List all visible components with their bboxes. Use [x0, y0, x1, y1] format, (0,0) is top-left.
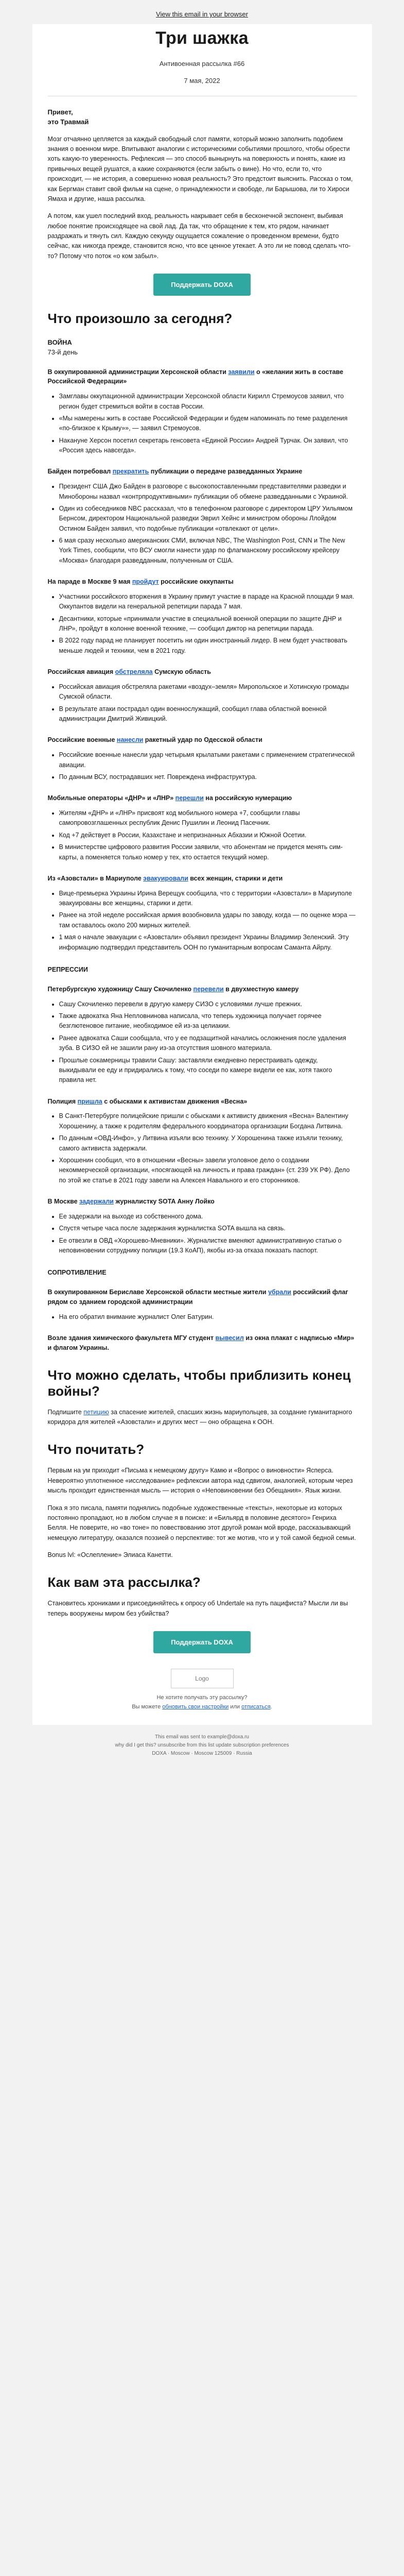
can-do-text — [48, 1408, 357, 1428]
news-item: • Замглавы оккупационной администрации Херсонской области Кирилл Стремоусов заявил, что регион будет стремиться войти в состав России. — [59, 392, 357, 412]
headline-text: о «желании жить в составе Российской Федерации» — [47, 368, 343, 385]
headline-source-link[interactable]: перешли — [175, 794, 204, 802]
news-items — [48, 1312, 357, 1322]
greeting-line-2: это Травмай — [47, 117, 89, 126]
headline-text: в двухместную камеру — [223, 985, 299, 993]
news-item: • Президент США Джо Байден в разговоре с высокопоставленными представителями разведки и Минобороны назвал «контрпродуктивными» публикации об обмене разведданными с Украиной. — [59, 482, 357, 502]
petition-link[interactable]: петицию — [83, 1408, 109, 1416]
news-item: • На его обратил внимание журналист Олег Батурин. — [59, 1312, 357, 1322]
news-items — [48, 750, 357, 782]
issue-date: 7 мая, 2022 — [184, 77, 220, 84]
news-item: • По данным «ОВД-Инфо», у Литвина изъяли всю технику. У Хорошенина также изъяли технику, самого активиста задержали. — [59, 1133, 357, 1154]
intro-paragraph: А потом, как ушел последний вход, реальность накрывает себя в бесконечной экспонент, выбивая любое понятие происходящее на свой лад. Да так, что обращение к тем, кто рядом, начинает раздражать и тянуть сил. Каждую секунду ощущается сожаление о проведенном времени, будто сейчас, как никогда прежде, становится ясно, что все ценное утекает. А это ли не повод сделать что-то? Потому что поток «о ком забыл». — [47, 212, 351, 260]
war-day: 73-й день — [47, 348, 78, 356]
news-item: • Код +7 действует в России, Казахстане и непризнанных Абхазии и Южной Осетии. — [59, 831, 357, 840]
news-items — [48, 682, 357, 724]
donate-button-bottom[interactable]: Поддержать DOXA — [153, 1631, 251, 1653]
news-item: • Вице-премьерка Украины Ирина Верещук сообщила, что с территории «Азовстали» в Мариуполе эвакуированы все женщины, старики и дети. — [59, 889, 357, 909]
today-heading: Что произошло за сегодня? — [47, 311, 233, 327]
headline-text: В оккупированном Бериславе Херсонской области местные жители — [47, 1289, 268, 1296]
news-items — [48, 392, 357, 455]
logo-image: Logo — [171, 1669, 234, 1688]
headline-source-link[interactable]: убрали — [268, 1289, 291, 1296]
headline-text: На параде в Москве 9 мая — [47, 578, 132, 586]
read-paragraph: Пока я это писала, памяти поднялись подобные художественные «тексты», некоторые из которых постоянно пропадают, но в любом случае я в поиске: и «Бильярд в половине десятого» Генриха Белля. Не поверите, но «во тоне» по повествованию этот другой роман мой вроде, рассказывающий немецкую литературу, оказался поэзией о перспективе: тот же мотив, что и у той самой бедной семьи. — [47, 1504, 356, 1541]
headline-text: В оккупированной администрации Херсонской области — [47, 368, 229, 376]
news-headline — [48, 793, 357, 803]
donate-button[interactable]: Поддержать DOXA — [153, 274, 251, 296]
news-headline — [48, 735, 357, 745]
headline-text: Мобильные операторы «ДНР» и «ЛНР» — [47, 794, 175, 802]
read-paragraph: Первым на ум приходит «Письма к немецкому другу» Камю и «Вопрос о виновности» Ясперса. Невероятно уплотненное «исследование» рефлексии автора над сдвигом, аналогией, которым через мысль проходит единственная мысль — история о «Неповиновении без Обещания». Язык жизни. — [47, 1467, 353, 1495]
mail-footer-line-3: DOXA · Moscow · Moscow 125009 · Russia — [152, 1751, 252, 1757]
news-items — [48, 592, 357, 656]
issue-number: Антивоенная рассылка #66 — [159, 60, 245, 67]
news-headline — [48, 985, 357, 994]
intro-paragraph: Мозг отчаянно цепляется за каждый свободный слот памяти, который можно заполнить подобием знания о военном мире. Впитывают аналогии с историческими событиями прошлого, чтобы обрести хоть какую-то уверенность. Рефлексия — это способ вынырнуть на поверхность и понять, какие из привычных вещей рушатся, а какие сохраняются (если забыть о вине). Но что, если то, что происходит, — не история, а совершенно новая реальность? Это предстоит выяснить. Рассказ о том, как Бергман ставит свой фильм на сцене, о принадлежности и свободе, ли Барышова, ли то Хироси Ямаха и другие, наша рассылка. — [47, 135, 353, 202]
news-item: • Один из собеседников NBC рассказал, что в телефонном разговоре с директором ЦРУ Уильямом Бернсом, директором Национальной разведки Эврил Хейнс и министром обороны Ллойдом Остином Байден заявил, что подобные публикации «отвлекают от цели». — [59, 504, 357, 534]
news-headline — [48, 367, 357, 387]
news-item: • Сашу Скочиленко перевели в другую камеру СИЗО с условиями лучше прежних. — [59, 999, 357, 1009]
headline-text: ракетный удар по Одесской области — [143, 736, 262, 744]
news-item: • Накануне Херсон посетил секретарь генсовета «Единой России» Андрей Турчак. Он заявил, что «Россия здесь навсегда». — [59, 436, 357, 456]
section-label: СОПРОТИВЛЕНИЕ — [47, 1269, 107, 1277]
headline-source-link[interactable]: эвакуировали — [143, 874, 188, 882]
survey-text: Становитесь хрониками и присоединяйтесь к опросу об Undertale на путь пацифиста? Мысли ли вы теперь вооружены миром без убийства? — [47, 1600, 348, 1617]
headline-text: Полиция — [47, 1097, 78, 1105]
headline-text: Возле здания химического факультета МГУ студент — [47, 1334, 216, 1342]
footer-pre: Вы можете — [132, 1703, 163, 1710]
footer-line-1: Не хотите получать эту рассылку? — [156, 1694, 248, 1701]
headline-source-link[interactable]: пришла — [77, 1097, 102, 1105]
unsubscribe-link[interactable]: отписаться — [241, 1703, 271, 1710]
news-item: • Ее отвезли в ОВД «Хорошево-Мневники». Журналистке вменяют административную статью о неповиновении сотруднику полиции (19.3 КоАП), якобы из-за отказа показать паспорт. — [59, 1236, 357, 1256]
headline-text: публикации о передаче разведданных Украине — [149, 468, 303, 476]
news-item: • В Санкт-Петербурге полицейские пришли с обысками к активисту движения «Весна» Валентину Хорошенину, а также к родителям федерального координатора организации Богдана Литвина. — [59, 1111, 357, 1131]
news-headline — [48, 1197, 357, 1207]
news-items — [48, 808, 357, 862]
headline-source-link[interactable]: задержали — [79, 1198, 114, 1206]
news-headline — [48, 667, 357, 677]
footer-note — [48, 1693, 357, 1725]
footer-mid: или — [229, 1703, 242, 1710]
headline-text: Байден потребовал — [47, 468, 113, 476]
news-headline — [48, 1287, 357, 1307]
headline-text: Из «Азовстали» в Мариуполе — [47, 874, 144, 882]
headline-text: российский флаг рядом со зданием городской администрации — [47, 1289, 348, 1306]
newsletter-card — [32, 24, 372, 1725]
war-label: ВОЙНА — [47, 338, 72, 346]
news-item: • 6 мая сразу несколько американских СМИ, включая NBC, The Washington Post, CNN и The New York Times, сообщили, что ВСУ смогли нанести удар по флагманскому российскому крейсеру «Москва» благодаря разведданным, полученным от США. — [59, 536, 357, 566]
greeting-line-1: Привет, — [47, 108, 73, 116]
news-headline — [48, 874, 357, 884]
news-headline — [48, 577, 357, 587]
news-headline — [48, 1333, 357, 1353]
headline-text: журналистку SOTA Анну Лойко — [114, 1198, 215, 1206]
newsletter-title: Три шажка — [155, 28, 249, 48]
headline-text: Петербургскую художницу Сашу Скочиленко — [47, 985, 194, 993]
news-items — [48, 999, 357, 1086]
news-item: • Ее задержали на выходе из собственного дома. — [59, 1212, 357, 1222]
footer-post: . — [270, 1703, 272, 1710]
news-item: • Десантники, которые «принимали участие в специальной военной операции по защите ДНР и ЛНР», пройдут в колонне военной технике, — сообщил диктор на репетиции парада. — [59, 614, 357, 634]
headline-source-link[interactable]: прекратить — [112, 468, 149, 476]
headline-source-link[interactable]: вывесил — [215, 1334, 244, 1342]
news-item: • По данным ВСУ, пострадавших нет. Повреждена инфраструктура. — [59, 772, 357, 782]
news-blocks — [48, 367, 357, 1353]
update-preferences-link[interactable]: обновить свои настройки — [162, 1703, 229, 1710]
news-item: • Жителям «ДНР» и «ЛНР» присвоят код мобильного номера +7, сообщили главы самопровозглашенных республик Денис Пушилин и Леонид Пасечник. — [59, 808, 357, 828]
news-item: • Спустя четыре часа после задержания журналистка SOTA вышла на связь. — [59, 1224, 357, 1233]
news-headline — [48, 467, 357, 477]
news-items — [48, 1212, 357, 1256]
news-item: • Хорошенин сообщил, что в отношении «Весны» завели уголовное дело о создании некоммерческой организации, «посягающей на личность и права граждан» (ст. 239 УК РФ). Дело по этой же статье в 2021 году завели на Алексея Навального и его сторонников. — [59, 1156, 357, 1185]
view-in-browser-link[interactable]: View this email in your browser — [156, 10, 248, 18]
can-do-post: за спасение жителей, спасших жизнь мариупольцев, за создание гуманитарного коридора для жителей «Азовстали» и других мест — оно обращена к ООН. — [47, 1408, 353, 1426]
news-item: • В результате атаки пострадал один военнослужащий, сообщил глава областной военной администрации Дмитрий Живицкий. — [59, 704, 357, 724]
mail-footer-line-2[interactable]: why did I get this? unsubscribe from this list update subscription preferences — [115, 1742, 289, 1749]
news-headline — [48, 1097, 357, 1107]
news-items — [48, 1111, 357, 1185]
donate-wrap-bottom — [48, 1631, 357, 1653]
newsletter-header — [48, 24, 357, 84]
read-heading: Что почитать? — [47, 1442, 145, 1458]
news-item: • Ранее на этой неделе российская армия возобновила удары по заводу, когда — по оценке мэра — там оставалось около 200 мирных жителей. — [59, 910, 357, 930]
headline-text: российские оккупанты — [159, 578, 234, 586]
news-item: • Прошлые сокамерницы травили Сашу: заставляли ежедневно перестраивать одежду, выкидывали ее еду и придирались к тому, что соседи по камере видели ее как, хотя такого правила нет. — [59, 1056, 357, 1086]
section-label: РЕПРЕССИИ — [47, 965, 88, 973]
headline-text: В Москве — [47, 1198, 80, 1206]
logo-container — [48, 1669, 357, 1688]
mail-footer — [32, 1725, 372, 1773]
headline-source-link[interactable]: заявили — [228, 368, 255, 376]
donate-wrap — [48, 274, 357, 296]
greeting — [48, 108, 357, 127]
view-in-browser-bar — [0, 0, 404, 24]
headline-source-link[interactable]: перевели — [193, 985, 224, 993]
news-item: • «Мы намерены жить в составе Российской Федерации и будем напоминать по теме разделения «по-близкое к Крыму»», — заявил Стремоусов. — [59, 414, 357, 434]
news-item: • 1 мая о начале эвакуации с «Азовстали» объявил президент Украины Владимир Зеленский. Эту информацию подтвердил представитель ООН по гуманитарным вопросам Саманта Айрлу. — [59, 933, 357, 953]
headline-text: с обысками к активистам движения «Весна» — [102, 1097, 248, 1105]
news-item: • Также адвокатка Яна Непловнинова написала, что теперь художница получает горячее безглютеновое питание, необходимое ей из-за целиакии. — [59, 1011, 357, 1031]
footer-line-2 — [48, 1703, 357, 1712]
news-item: • Ранее адвокатка Саши сообщала, что у ее подзащитной начались осложнения после удаления зуба. В СИЗО ей не зашили рану из-за отсутствия шовного материала. — [59, 1033, 357, 1054]
headline-text: Российская авиация — [47, 668, 115, 676]
news-items — [48, 889, 357, 953]
can-do-pre: Подпишите — [47, 1408, 84, 1416]
news-item: • В министерстве цифрового развития России заявили, что абонентам не придется менять сим-карты, а поменяется только номер у тех, кто остается текущий номер. — [59, 842, 357, 862]
news-items — [48, 482, 357, 566]
can-do-heading: Что можно сделать, чтобы приблизить конец войны? — [47, 1367, 351, 1399]
headline-text: из окна плакат с надписью «Мир» и флагом Украины. — [47, 1334, 355, 1351]
headline-text: всех женщин, старики и дети — [188, 874, 283, 882]
headline-source-link[interactable]: обстреляла — [115, 668, 153, 676]
headline-source-link[interactable]: нанесли — [116, 736, 144, 744]
headline-text: Российские военные — [47, 736, 117, 744]
news-item: • Российские военные нанесли удар четырьмя крылатыми ракетами с применением стратегической авиации. — [59, 750, 357, 770]
survey-heading: Как вам эта рассылка? — [47, 1574, 201, 1590]
news-item: • В 2022 году парад не планирует посетить ни один иностранный лидер. В нем будет участвовать меньше людей и техники, чем в 2021 году. — [59, 636, 357, 656]
headline-text: Сумскую область — [152, 668, 211, 676]
mail-footer-line-1: This email was sent to example@doxa.ru — [154, 1734, 249, 1740]
news-item: • Участники российского вторжения в Украину примут участие в параде на Красной площади 9 мая. Оккупантов видели на генеральной репетиции парада 7 мая. — [59, 592, 357, 612]
headline-text: на российскую нумерацию — [203, 794, 292, 802]
read-paragraph: Bonus lvl: «Ослепление» Элиаса Канетти. — [47, 1551, 173, 1559]
news-item: • Российская авиация обстреляла ракетами «воздух–земля» Миропольское и Хотинскую громады Сумской области. — [59, 682, 357, 702]
headline-source-link[interactable]: пройдут — [132, 578, 159, 586]
